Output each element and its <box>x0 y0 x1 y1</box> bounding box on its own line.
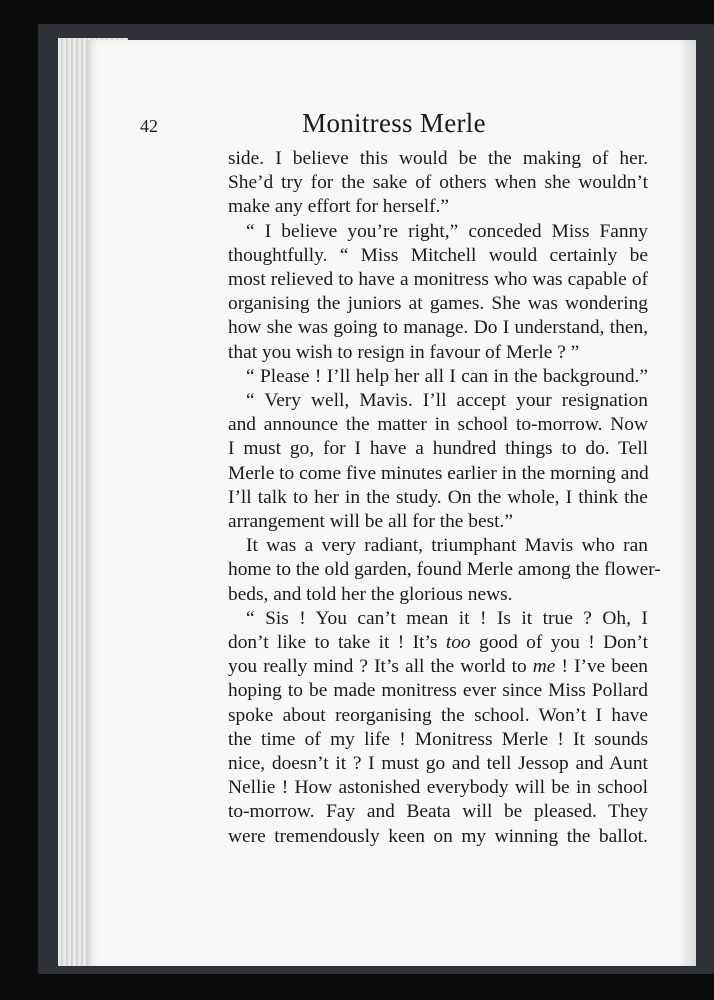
text-line: and announce the matter in school to-morrow. Now <box>228 414 648 436</box>
text-line: side. I believe this would be the making of her. <box>228 148 648 169</box>
text-line: home to the old garden, found Merle among the flower- <box>228 559 661 581</box>
page-number: 42 <box>140 116 158 136</box>
text-line: She’d try for the sake of others when she wouldn’t <box>228 172 648 194</box>
text-line: It was a very radiant, triumphant Mavis who ran <box>246 535 648 557</box>
text-line: “ Please ! I’ll help her all I can in the background.” <box>246 365 649 387</box>
page-header <box>138 108 650 144</box>
text-line: that you wish to resign in favour of Merle ? ” <box>228 341 580 363</box>
text-line: most relieved to have a monitress who was capable of <box>228 269 648 291</box>
text-line: Nellie ! How astonished everybody will be in school <box>228 777 648 799</box>
text-line: I must go, for I have a hundred things to do. Tell <box>228 438 649 460</box>
text-line: thoughtfully. “ Miss Mitchell would certainly be <box>228 244 648 266</box>
text-line: “ I believe you’re right,” conceded Miss Fanny <box>246 220 648 242</box>
text-line: to-morrow. Fay and Beata will be pleased. They <box>228 801 648 823</box>
text-line: beds, and told her the glorious news. <box>228 583 513 605</box>
text-line: “ Very well, Mavis. I’ll accept your resignation <box>246 390 648 412</box>
text-line: the time of my life ! Monitress Merle ! It sounds <box>228 728 649 750</box>
text-line: you really mind ? It’s all the world to me ! I’ve been <box>228 656 648 678</box>
body-text <box>228 147 661 849</box>
page-gutter-shadow <box>678 40 696 966</box>
text-line: “ Sis ! You can’t mean it ! Is it true ? Oh, I <box>246 607 648 629</box>
text-line: nice, doesn’t it ? I must go and tell Jessop and Aunt <box>228 753 648 775</box>
text-line: make any effort for herself.” <box>228 196 449 218</box>
running-title: Monitress Merle <box>302 108 486 138</box>
text-line: spoke about reorganising the school. Won’t I have <box>228 704 648 726</box>
text-line: hoping to be made monitress ever since Miss Pollard <box>228 680 648 702</box>
text-line: don’t like to take it ! It’s too good of you ! Don’t <box>228 632 648 654</box>
text-line: how she was going to manage. Do I understand, then, <box>228 317 648 339</box>
text-line: organising the juniors at games. She was wondering <box>228 293 648 315</box>
text-line: arrangement will be all for the best.” <box>228 511 513 533</box>
text-line: Merle to come five minutes earlier in the morning and <box>228 462 649 484</box>
text-line: were tremendously keen on my winning the ballot. <box>228 825 648 847</box>
text-line: I’ll talk to her in the study. On the whole, I think the <box>228 486 648 508</box>
